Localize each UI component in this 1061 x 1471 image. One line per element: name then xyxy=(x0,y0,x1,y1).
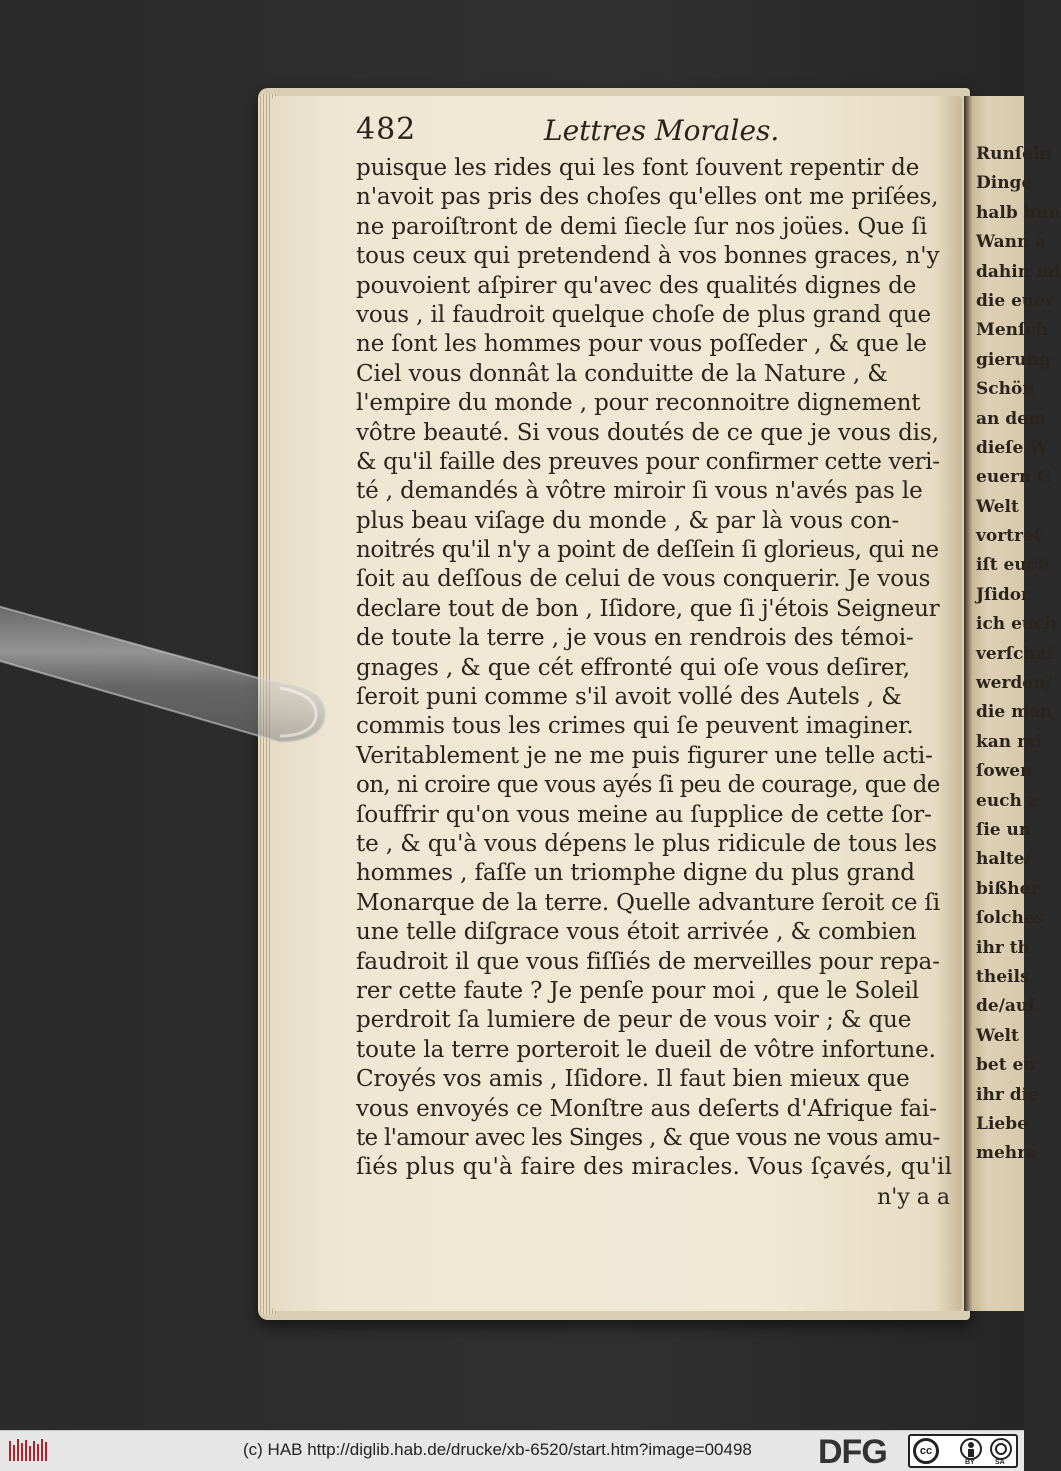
facing-page-line: die man xyxy=(976,702,1053,723)
text-line: Croyés vos amis , Iſidore. Il faut bien mieux que xyxy=(356,1066,910,1093)
page-text-block xyxy=(356,110,956,1212)
text-line: l'empire du monde , pour reconnoitre dignement xyxy=(356,390,921,417)
facing-page-line: Jſidor xyxy=(976,584,1030,605)
text-line: toute la terre porteroit le dueil de vôtre infortune. xyxy=(356,1036,936,1063)
text-line: & qu'il faille des preuves pour confirmer cette veri- xyxy=(356,448,940,475)
cc-by-icon xyxy=(960,1438,982,1460)
text-line: Monarque de la terre. Quelle advanture ſeroit ce ſi xyxy=(356,889,940,916)
facing-page-line: Menſch xyxy=(976,320,1049,341)
facing-page-line: halb hun xyxy=(976,202,1061,223)
facing-page-line: die euer xyxy=(976,290,1055,311)
page-number: 482 xyxy=(356,112,417,147)
text-line: noitrés qu'il n'y a point de deſſein ſi glorieus, qui ne xyxy=(356,537,939,564)
book-page xyxy=(272,96,962,1311)
text-line: n'avoit pas pris des choſes qu'elles ont me priſées, xyxy=(356,184,939,211)
facing-page-line: Liebe xyxy=(976,1113,1028,1134)
text-line: gnages , & que cét effronté qui oſe vous deſirer, xyxy=(356,654,910,681)
text-line: hommes , faſſe un triomphe digne du plus grand xyxy=(356,860,915,887)
text-line: vous envoyés ce Monſtre aus deſerts d'Afrique fai- xyxy=(356,1095,937,1122)
dfg-logo: DFG xyxy=(818,1433,887,1471)
facing-page-line: theils xyxy=(976,966,1030,987)
facing-page-line: iſt euch xyxy=(976,555,1050,576)
facing-page-line: ich euch xyxy=(976,614,1057,635)
facing-page-line: Schön xyxy=(976,379,1035,400)
facing-page-line: ſowen xyxy=(976,761,1033,782)
text-line: de toute la terre , je vous en rendrois des témoi- xyxy=(356,625,914,652)
facing-page-line: euern G xyxy=(976,467,1052,488)
text-line: ſouffrir qu'on vous meine au ſupplice de cette ſor- xyxy=(356,801,932,828)
facing-page-line: ihr die xyxy=(976,1084,1039,1105)
text-line: te , & qu'à vous dépens le plus ridicule de tous les xyxy=(356,830,937,857)
text-line: plus beau viſage du monde , & par là vous con- xyxy=(356,507,899,534)
text-line: te l'amour avec les Singes , & que vous ne vous amu- xyxy=(356,1124,940,1151)
text-line: perdroit ſa lumiere de peur de vous voir ; & que xyxy=(356,1007,912,1034)
text-line: declare tout de bon , Iſidore, que ſi j'étois Seigneur xyxy=(356,595,940,622)
facing-page-line: Welt xyxy=(976,1025,1019,1046)
facing-page-line: dahin mi xyxy=(976,261,1061,282)
cc-sa-label: SA xyxy=(995,1459,1005,1466)
facing-page-line: Runſeln xyxy=(976,144,1052,164)
facing-page-edge xyxy=(964,96,1061,1311)
facing-page-line: Dinge xyxy=(976,173,1033,194)
facing-page-line: dieſe W xyxy=(976,437,1049,458)
text-line: ſeroit puni comme s'il avoit vollé des Autels , & xyxy=(356,684,902,711)
facing-page-line: vortref xyxy=(976,526,1042,547)
facing-page-line: Wann a xyxy=(976,232,1047,253)
text-line: ne paroiſtront de demi ſiecle ſur nos joües. Que ſi xyxy=(356,213,928,240)
footer-bar xyxy=(0,1430,1024,1471)
catchword: n'y a a xyxy=(877,1184,950,1210)
facing-page-fragments xyxy=(976,140,1061,1169)
text-line: Veritablement je ne me puis figurer une telle acti- xyxy=(356,742,933,769)
text-line: ſiés plus qu'à faire des miracles. Vous ſçavés, qu'il xyxy=(356,1154,953,1181)
text-line: puisque les rides qui les font ſouvent repentir de xyxy=(356,155,920,181)
text-line: ſoit au deſſous de celui de vous conquerir. Je vous xyxy=(356,566,931,593)
text-line: une telle diſgrace vous étoit arrivée , & combien xyxy=(356,919,917,946)
running-title: Lettres Morales. xyxy=(544,114,780,147)
cc-license-badge[interactable] xyxy=(908,1434,1018,1468)
text-line: tous ceux qui pretendend à vos bonnes graces, n'y xyxy=(356,243,940,270)
running-head xyxy=(356,110,956,154)
facing-page-line: ſolches xyxy=(976,908,1045,929)
facing-page-line: verſchaf xyxy=(976,643,1055,664)
text-line: ne ſont les hommes pour vous poſſeder , & que le xyxy=(356,331,927,358)
text-line: vôtre beauté. Si vous doutés de ce que je vous dis, xyxy=(356,419,939,446)
facing-page-line: an dem xyxy=(976,408,1046,429)
cc-by-label: BY xyxy=(965,1459,975,1466)
text-line: commis tous les crimes qui ſe peuvent imaginer. xyxy=(356,713,914,740)
facing-page-line: bet eu xyxy=(976,1055,1036,1076)
text-line: rer cette faute ? Je penſe pour moi , que le Soleil xyxy=(356,977,920,1004)
text-line: vous , il faudroit quelque choſe de plus grand que xyxy=(356,301,931,328)
facing-page-line: werden/ xyxy=(976,673,1052,694)
text-line: té , demandés à vôtre miroir ſi vous n'avés pas le xyxy=(356,478,923,505)
cc-sa-icon xyxy=(990,1438,1012,1460)
facing-page-line: halte/ xyxy=(976,849,1031,870)
facing-page-line: kan mi xyxy=(976,731,1042,752)
facing-page-line: mehra xyxy=(976,1143,1038,1164)
facing-page-line: de/auf xyxy=(976,996,1036,1017)
facing-page-line: ſie un xyxy=(976,819,1032,840)
facing-page-line: ihr th xyxy=(976,937,1030,958)
copyright-link[interactable]: (c) HAB http://diglib.hab.de/drucke/xb-6520/start.htm?image=00498 xyxy=(243,1440,752,1459)
facing-page-line: euch z xyxy=(976,790,1038,811)
facing-page-line: bißher xyxy=(976,878,1040,899)
text-line: Ciel vous donnât la conduitte de la Nature , & xyxy=(356,360,888,387)
facing-page-line: gierung xyxy=(976,349,1051,370)
text-line: on, ni croire que vous ayés ſi peu de courage, que de xyxy=(356,772,940,799)
text-line: faudroit il que vous fiſſiés de merveilles pour repa- xyxy=(356,948,940,975)
text-line: pouvoient aſpirer qu'avec des qualités dignes de xyxy=(356,272,917,299)
facing-page-line: Welt xyxy=(976,496,1019,517)
text-lines xyxy=(356,154,956,1183)
hab-barcode-logo-icon xyxy=(8,1437,48,1465)
cc-icon: cc xyxy=(913,1438,939,1464)
